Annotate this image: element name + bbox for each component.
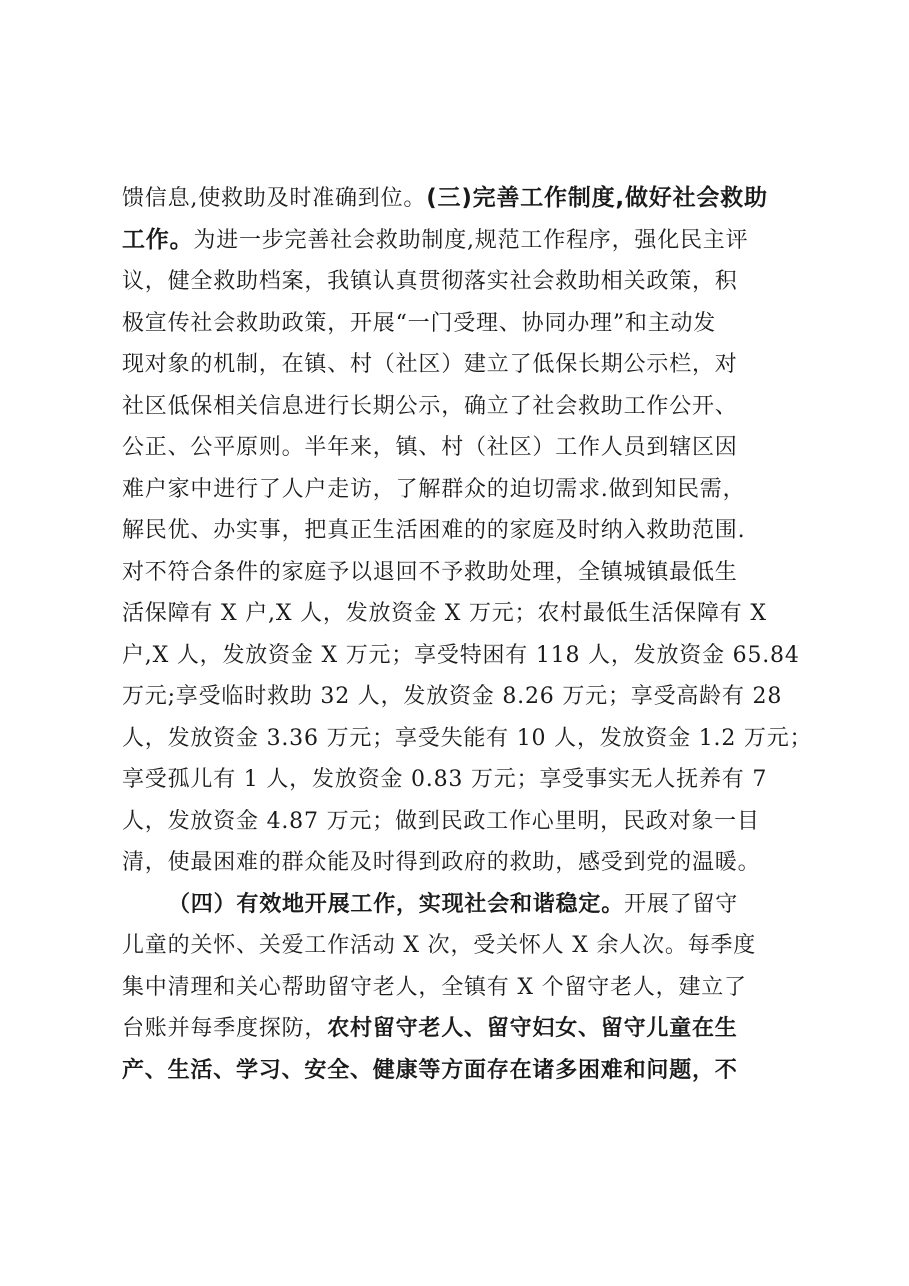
- text-line-8: 难户家中进行了人户走访，了解群众的迫切需求.做到知民需，: [122, 476, 746, 502]
- text-line-13: 万元;享受临时救助 32 人，发放资金 8.26 万元；享受高龄有 28: [122, 684, 783, 709]
- text-line-2: [122, 220, 812, 262]
- section-heading-3-end: 工作。: [122, 226, 194, 253]
- text-line-16: 人，发放资金 4.87 万元；做到民政工作心里明，民政对象一目: [122, 808, 760, 834]
- text-line-18: [122, 884, 812, 926]
- text-line-21: [122, 1008, 812, 1050]
- text-line-6: 社区低保相关信息进行长期公示，确立了社会救助工作公开、: [122, 393, 738, 419]
- text-line-12: 户,X 人，发放资金 X 万元；享受特困有 118 人，发放资金 65.84: [122, 642, 800, 668]
- text-line-1: [122, 178, 812, 220]
- text-line-15: 享受孤儿有 1 人，发放资金 0.83 万元；享受事实无人抚养有 7: [122, 767, 768, 792]
- text-line-3: 议，健全救助档案，我镇认真贯彻落实社会救助相关政策，积: [122, 269, 738, 294]
- section-heading-4: （四）有效地开展工作，实现社会和谐稳定。: [168, 890, 625, 917]
- text-line-10: 对不符合条件的家庭予以退回不予救助处理，全镇城镇最低生: [122, 559, 738, 585]
- section-heading-3: (三)完善工作制度,做好社会救助: [426, 185, 768, 211]
- text-line-5: 现对象的机制，在镇、村（社区）建立了低保长期公示栏，对: [122, 352, 738, 377]
- text-line-17: 清，使最困难的群众能及时得到政府的救助，感受到党的温暖。: [122, 850, 761, 875]
- text-run: 开展了留守: [624, 891, 739, 917]
- text-line-14: 人，发放资金 3.36 万元；享受失能有 10 人，发放资金 1.2 万元；: [122, 725, 813, 751]
- text-run: 台账并每季度探防，: [122, 1016, 328, 1041]
- emphasis-run: 产、生活、学习、安全、健康等方面存在诸多困难和问题，不: [122, 1056, 738, 1083]
- emphasis-run: 农村留守老人、留守妇女、留守儿童在生: [327, 1015, 738, 1041]
- document-body: [122, 178, 812, 1091]
- text-line-19: 儿童的关怀、关爱工作活动 X 次，受关怀人 X 余人次。每季度: [122, 933, 757, 958]
- text-line-11: 活保障有 X 户,X 人，发放资金 X 万元；农村最低生活保障有 X: [122, 601, 767, 626]
- text-line-20: 集中清理和关心帮助留守老人，全镇有 X 个留守老人，建立了: [122, 974, 747, 1000]
- text-run: 为进一步完善社会救助制度,规范工作程序，强化民主评: [193, 227, 749, 253]
- text-line-9: 解民优、办实事，把真正生活困难的的家庭及时纳入救助范围.: [122, 518, 746, 543]
- text-line-4: 极宣传社会救助政策，开展“一门受理、协同办理”和主动发: [122, 310, 717, 336]
- text-run: 馈信息,使救助及时准确到位。: [122, 186, 427, 211]
- text-line-7: 公正、公平原则。半年来，镇、村（社区）工作人员到辖区因: [122, 435, 738, 460]
- text-line-22: [122, 1050, 812, 1092]
